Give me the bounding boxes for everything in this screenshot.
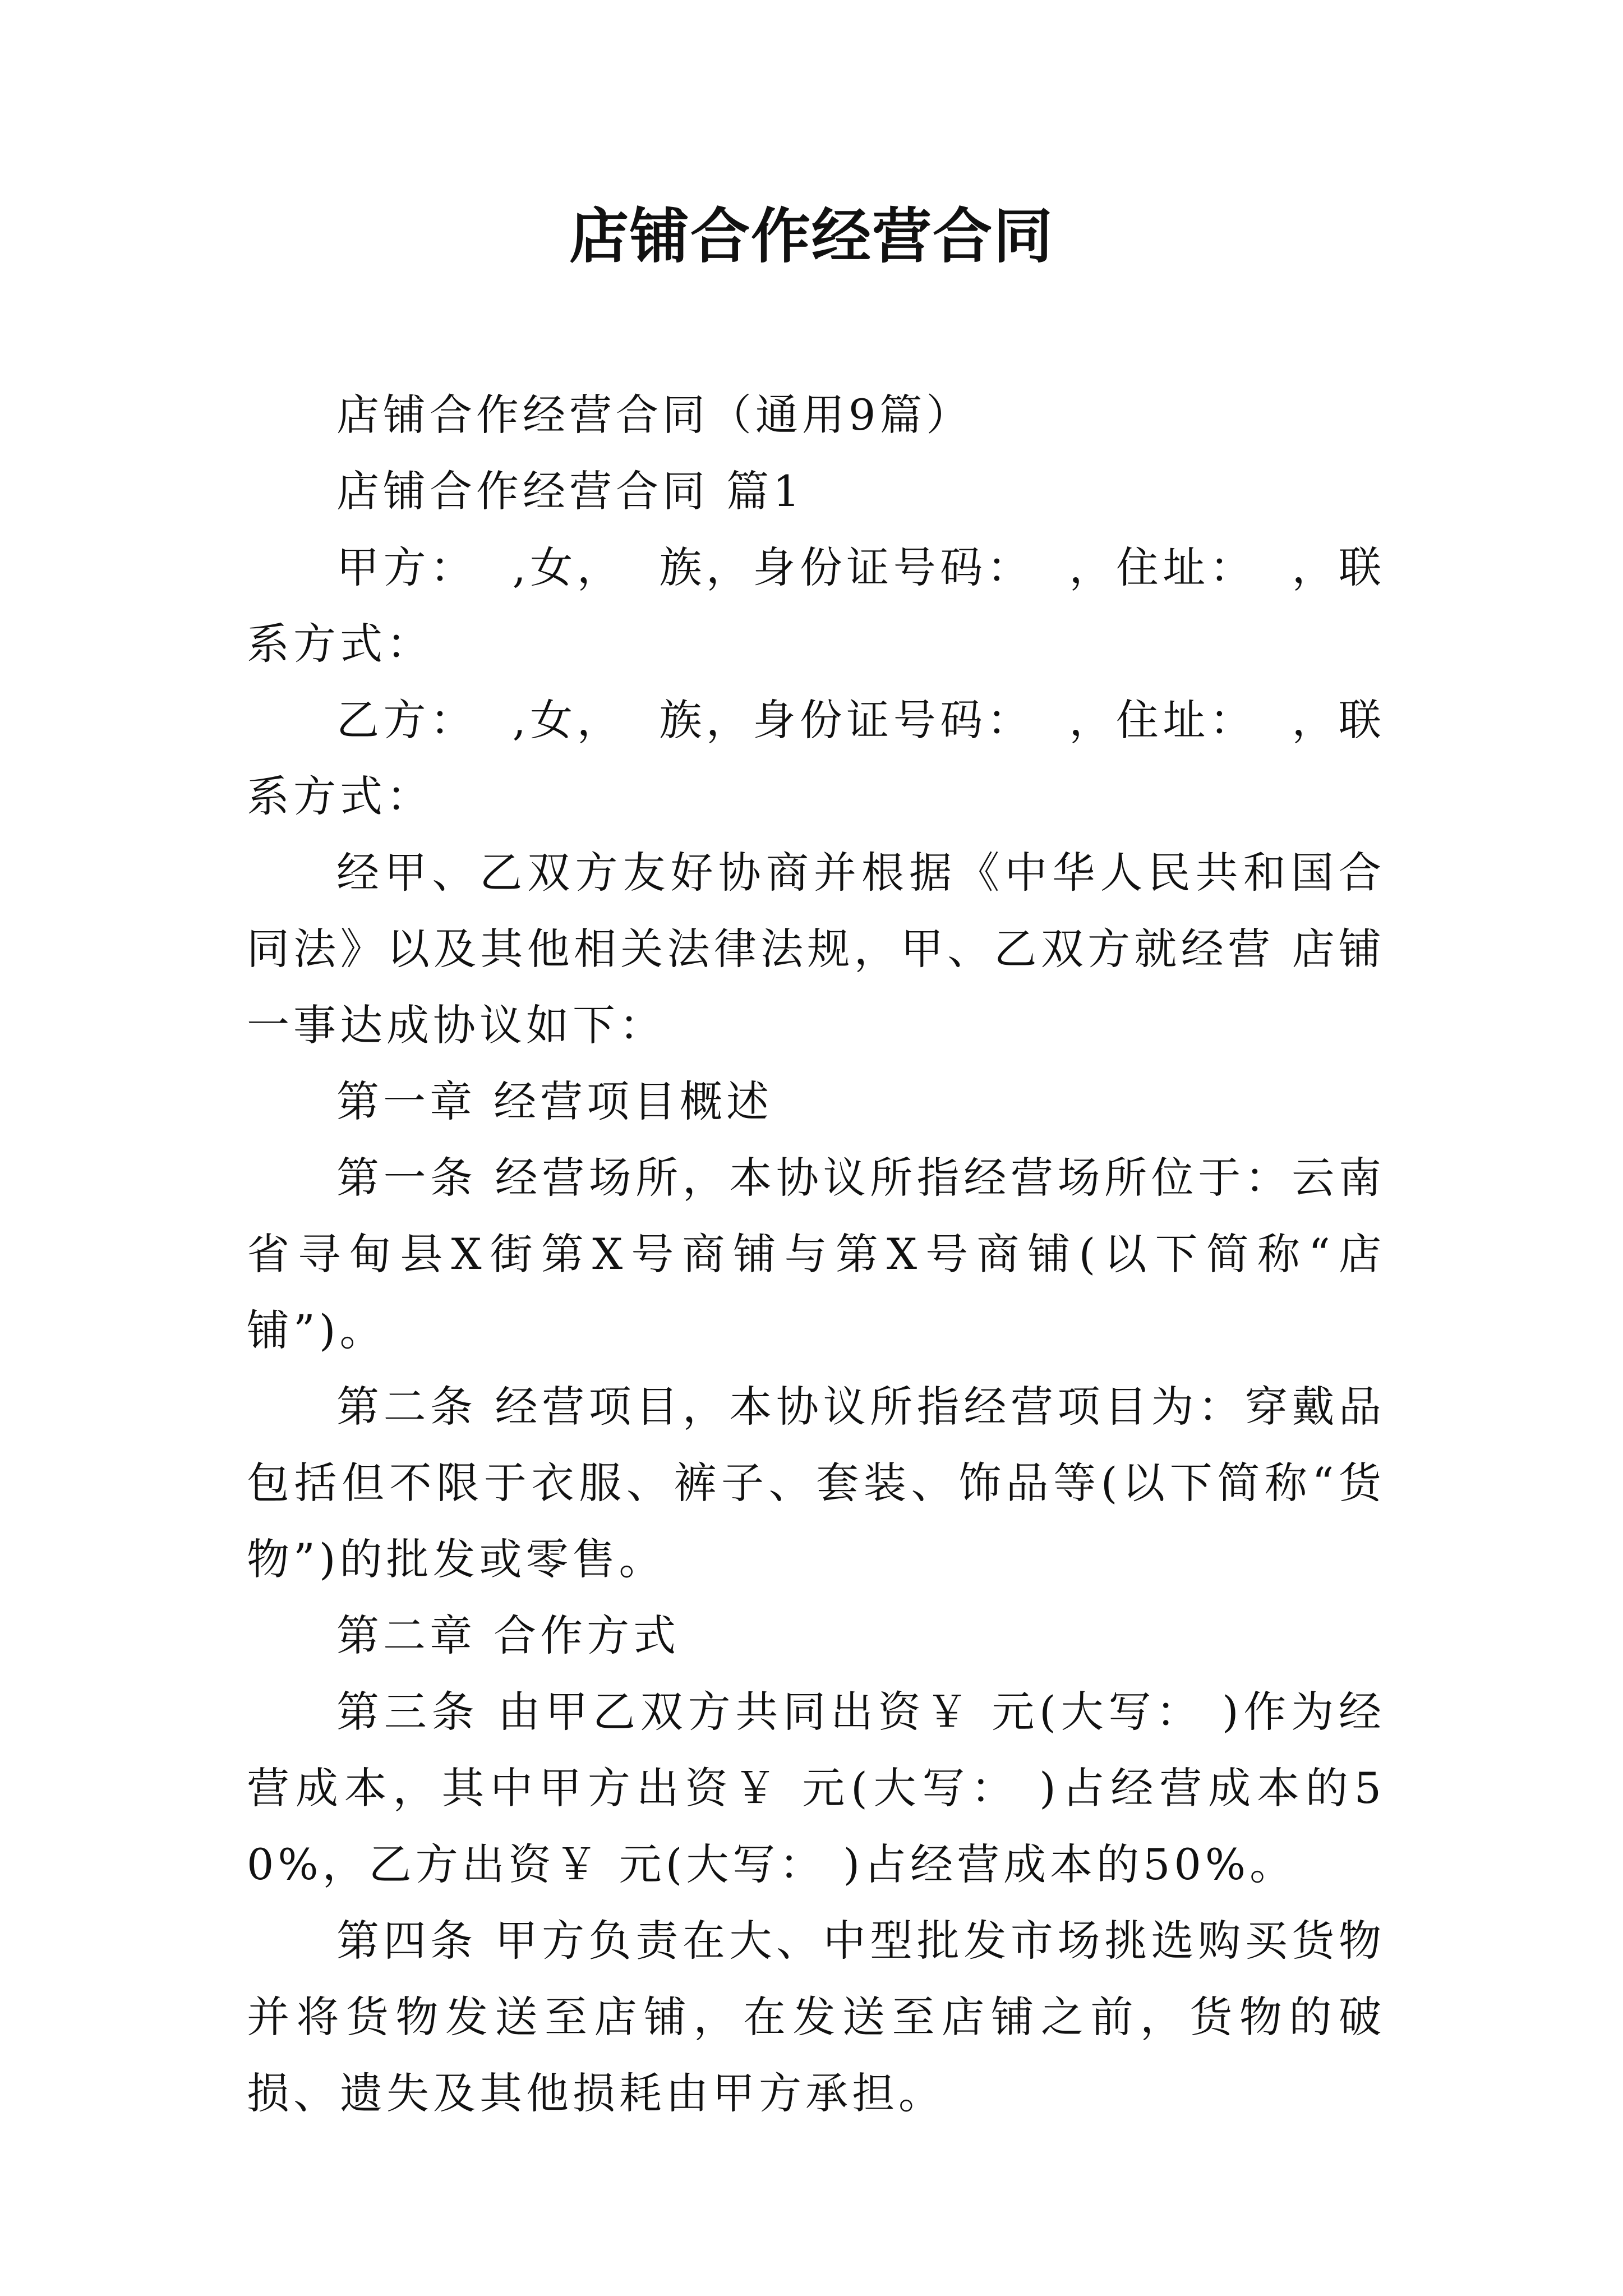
section-heading-part-1: 店铺合作经营合同 篇1 xyxy=(336,466,804,516)
article-2-paragraph: 第二条 经营项目，本协议所指经营项目为：穿戴品包括但不限于衣服、裤子、套装、饰品等(以下简称“货物”)的批发或零售。 xyxy=(247,1382,1385,1584)
subtitle-paragraph: 店铺合作经营合同（通用9篇） xyxy=(336,390,973,440)
chapter-1-heading: 第一章 经营项目概述 xyxy=(336,1076,773,1126)
preamble-paragraph: 经甲、乙双方友好协商并根据《中华人民共和国合同法》以及其他相关法律法规，甲、乙双方就经营 店铺一事达成协议如下： xyxy=(247,848,1385,1050)
party-a-paragraph: 甲方： ,女， 族，身份证号码： ，住址： ，联系方式： xyxy=(247,542,1385,669)
document-title: 店铺合作经营合同 xyxy=(569,202,1054,271)
document-body xyxy=(247,377,1385,2132)
article-4-paragraph: 第四条 甲方负责在大、中型批发市场挑选购买货物并将货物发送至店铺，在发送至店铺之前，货物的破损、遗失及其他损耗由甲方承担。 xyxy=(247,1916,1385,2118)
article-1-paragraph: 第一条 经营场所，本协议所指经营场所位于：云南省寻甸县X街第X号商铺与第X号商铺(以下简称“店铺”)。 xyxy=(247,1153,1385,1355)
chapter-2-heading: 第二章 合作方式 xyxy=(336,1611,680,1660)
article-3-paragraph: 第三条 由甲乙双方共同出资￥ 元(大写： )作为经营成本，其中甲方出资￥ 元(大写： )占经营成本的50%，乙方出资￥ 元(大写： )占经营成本的50%。 xyxy=(247,1687,1385,1889)
party-b-paragraph: 乙方： ,女， 族，身份证号码： ，住址： ，联系方式： xyxy=(247,695,1385,821)
